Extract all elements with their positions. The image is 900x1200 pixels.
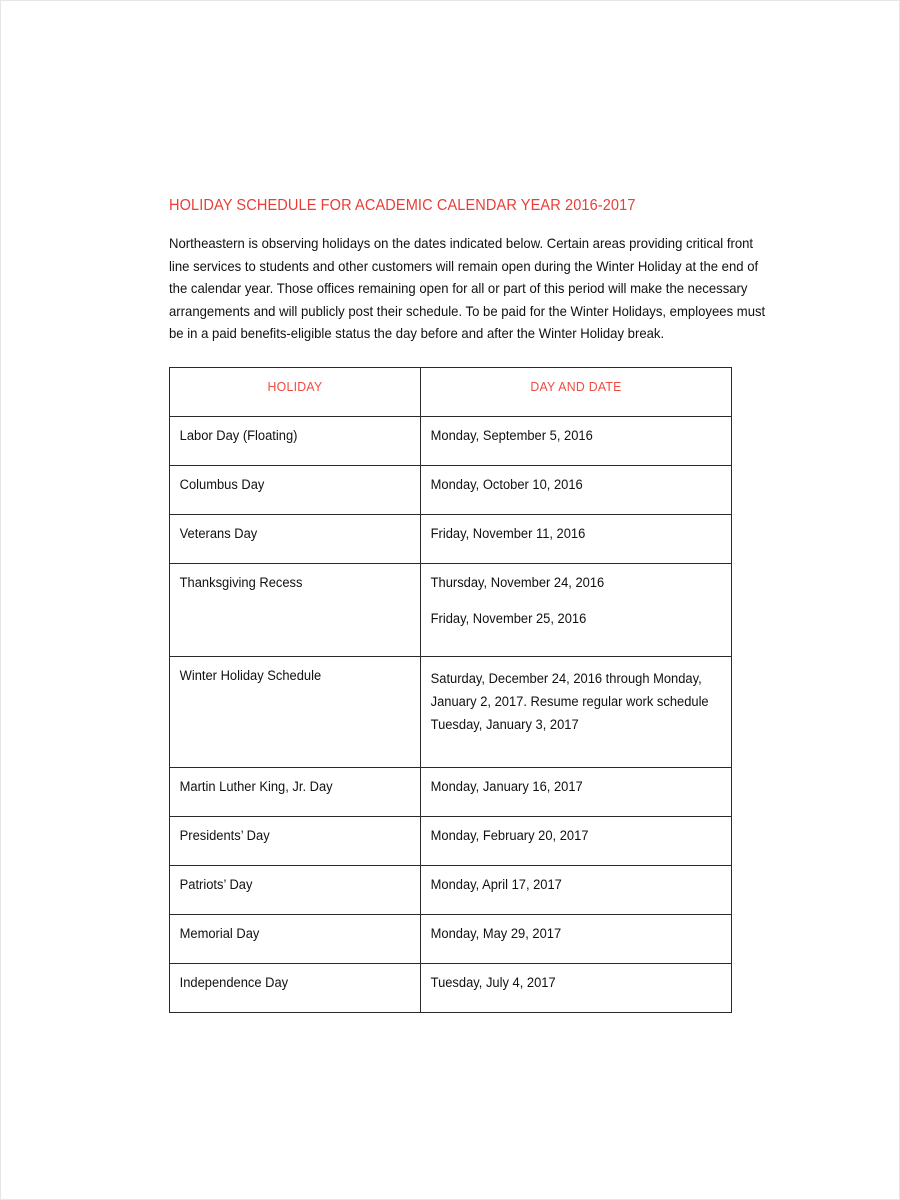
holiday-date: Monday, May 29, 2017 — [430, 925, 562, 941]
holiday-name: Labor Day (Floating) — [179, 427, 298, 443]
intro-line: line services to students and other customers will remain open during the Winter Holiday at the end of — [169, 258, 759, 274]
holiday-date: Saturday, December 24, 2016 through Monday, January 2, 2017. Resume regular work schedule Tuesday, January 3, 2017 — [430, 670, 709, 733]
cell-holiday — [170, 465, 421, 514]
cell-day-and-date — [421, 816, 732, 865]
cell-day-and-date — [421, 563, 732, 656]
cell-day-and-date — [421, 656, 732, 767]
cell-holiday — [170, 816, 421, 865]
cell-day-and-date — [421, 416, 732, 465]
intro-line: be in a paid benefits-eligible status the day before and after the Winter Holiday break. — [169, 326, 665, 342]
table-row — [170, 656, 732, 767]
holiday-name: Martin Luther King, Jr. Day — [179, 778, 333, 794]
cell-holiday — [170, 963, 421, 1012]
intro-paragraph — [169, 237, 769, 341]
table-row — [170, 914, 732, 963]
cell-day-and-date — [421, 465, 732, 514]
table-row — [170, 816, 732, 865]
intro-line: arrangements and will publicly post their schedule. To be paid for the Winter Holidays, employees must — [169, 303, 766, 319]
table-row — [170, 465, 732, 514]
holiday-name: Patriots’ Day — [179, 876, 253, 892]
holiday-name: Memorial Day — [179, 925, 260, 941]
table-row — [170, 865, 732, 914]
cell-holiday — [170, 656, 421, 767]
holiday-name: Thanksgiving Recess — [179, 574, 303, 590]
holiday-name: Independence Day — [179, 974, 289, 990]
holiday-date: Monday, February 20, 2017 — [430, 827, 589, 843]
intro-line: Northeastern is observing holidays on the dates indicated below. Certain areas providing critical front — [169, 236, 754, 251]
cell-holiday — [170, 563, 421, 656]
table-row — [170, 514, 732, 563]
cell-day-and-date — [421, 963, 732, 1012]
holiday-name: Columbus Day — [179, 476, 265, 492]
holiday-date: Tuesday, July 4, 2017 — [430, 974, 556, 990]
cell-day-and-date — [421, 767, 732, 816]
holiday-date: Friday, November 11, 2016 — [430, 525, 586, 541]
cell-holiday — [170, 767, 421, 816]
holiday-date: Monday, April 17, 2017 — [430, 876, 562, 892]
document-content — [169, 197, 769, 1013]
cell-holiday — [170, 914, 421, 963]
cell-day-and-date — [421, 865, 732, 914]
column-header-day-and-date-label: DAY AND DATE — [530, 378, 622, 394]
holiday-date: Monday, October 10, 2016 — [430, 476, 583, 492]
cell-holiday — [170, 865, 421, 914]
holiday-name: Winter Holiday Schedule — [179, 667, 322, 683]
column-header-day-and-date — [421, 367, 732, 416]
holiday-date: Friday, November 25, 2016 — [430, 611, 587, 627]
column-header-holiday — [170, 367, 421, 416]
holiday-schedule-table — [169, 367, 732, 1013]
intro-line: the calendar year. Those offices remaining open for all or part of this period will make the necessary — [169, 281, 748, 297]
holiday-name: Presidents’ Day — [179, 827, 270, 843]
page-title: HOLIDAY SCHEDULE FOR ACADEMIC CALENDAR YEAR 2016-2017 — [169, 197, 636, 214]
holiday-date: Thursday, November 24, 2016 — [430, 574, 605, 590]
table-row — [170, 963, 732, 1012]
cell-day-and-date — [421, 914, 732, 963]
holiday-date: Monday, September 5, 2016 — [430, 427, 593, 443]
holiday-date: Monday, January 16, 2017 — [430, 778, 583, 794]
cell-day-and-date — [421, 514, 732, 563]
column-header-holiday-label: HOLIDAY — [267, 378, 323, 394]
table-row — [170, 767, 732, 816]
cell-holiday — [170, 514, 421, 563]
table-row — [170, 416, 732, 465]
holiday-name: Veterans Day — [179, 525, 258, 541]
cell-holiday — [170, 416, 421, 465]
table-header-row — [170, 367, 732, 416]
table-row — [170, 563, 732, 656]
